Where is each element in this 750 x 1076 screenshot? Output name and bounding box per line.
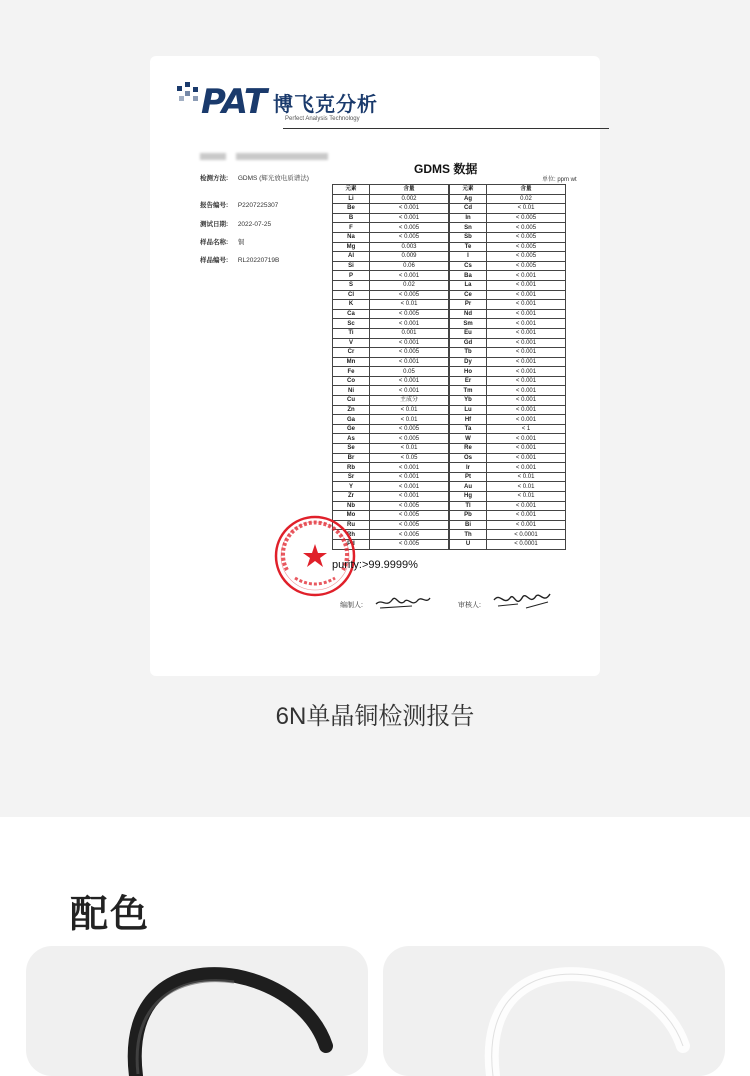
element-symbol: Fe xyxy=(333,367,370,377)
header-divider xyxy=(283,128,609,129)
element-content: < 0.01 xyxy=(370,405,449,415)
element-content: < 0.001 xyxy=(370,204,449,214)
table-row xyxy=(450,338,566,348)
element-symbol: K xyxy=(333,300,370,310)
method-value: GDMS (辉光放电质谱法) xyxy=(237,175,309,182)
table-row xyxy=(450,463,566,473)
element-symbol: Cs xyxy=(450,261,487,271)
element-symbol: Bi xyxy=(450,520,487,530)
element-symbol: Ce xyxy=(450,290,487,300)
element-content: < 0.001 xyxy=(487,367,566,377)
element-symbol: Dy xyxy=(450,357,487,367)
table-row xyxy=(450,252,566,262)
report-caption: 6N单晶铜检测报告 xyxy=(275,703,475,730)
element-symbol: Eu xyxy=(450,328,487,338)
element-content: < 0.001 xyxy=(370,492,449,502)
element-symbol: Ag xyxy=(450,194,487,204)
element-content: < 0.005 xyxy=(370,434,449,444)
element-symbol: W xyxy=(450,434,487,444)
table-row xyxy=(333,223,449,233)
date-label: 测试日期: xyxy=(200,221,229,228)
element-content: < 0.005 xyxy=(487,242,566,252)
sample-no-row xyxy=(200,255,279,264)
element-content: < 0.001 xyxy=(487,396,566,406)
report-no-value: P2207225307 xyxy=(237,202,279,209)
sample-name-label: 样品名称: xyxy=(200,239,229,246)
element-symbol: Nb xyxy=(333,501,370,511)
element-content: < 0.001 xyxy=(370,338,449,348)
table-row xyxy=(333,482,449,492)
element-content: < 0.0001 xyxy=(487,539,566,549)
element-content: < 0.005 xyxy=(370,520,449,530)
table-row xyxy=(333,434,449,444)
sample-name-row xyxy=(200,237,244,246)
element-symbol: As xyxy=(333,434,370,444)
element-column-header: 元素 xyxy=(450,185,487,195)
table-row xyxy=(333,252,449,262)
element-content: < 0.001 xyxy=(487,511,566,521)
element-content: < 0.001 xyxy=(487,319,566,329)
table-row xyxy=(450,444,566,454)
element-symbol: V xyxy=(333,338,370,348)
element-content: < 0.01 xyxy=(487,482,566,492)
element-content: < 0.005 xyxy=(370,232,449,242)
table-row xyxy=(450,309,566,319)
table-row xyxy=(450,328,566,338)
table-row xyxy=(450,300,566,310)
client-value-redacted xyxy=(236,153,328,160)
element-symbol: Ti xyxy=(333,328,370,338)
table-row xyxy=(333,367,449,377)
element-symbol: Cu xyxy=(333,396,370,406)
report-document xyxy=(150,56,600,676)
element-symbol: Sc xyxy=(333,319,370,329)
element-symbol: Cl xyxy=(333,290,370,300)
element-symbol: Os xyxy=(450,453,487,463)
table-row xyxy=(333,348,449,358)
table-row xyxy=(333,405,449,415)
element-symbol: Er xyxy=(450,376,487,386)
element-symbol: Si xyxy=(333,261,370,271)
element-content: < 0.001 xyxy=(487,338,566,348)
element-symbol: Ir xyxy=(450,463,487,473)
element-content: < 0.001 xyxy=(487,405,566,415)
element-content: < 0.001 xyxy=(487,453,566,463)
table-row xyxy=(450,511,566,521)
table-row xyxy=(333,463,449,473)
table-row xyxy=(450,539,566,549)
element-content: 0.02 xyxy=(487,194,566,204)
element-symbol: Sm xyxy=(450,319,487,329)
element-content: < 0.005 xyxy=(370,530,449,540)
element-content: < 0.001 xyxy=(487,434,566,444)
date-row xyxy=(200,219,271,228)
table-row xyxy=(450,472,566,482)
element-symbol: Pd xyxy=(333,539,370,549)
element-symbol: Cr xyxy=(333,348,370,358)
element-content: < 0.001 xyxy=(370,482,449,492)
element-symbol: I xyxy=(450,252,487,262)
element-content: < 0.005 xyxy=(370,348,449,358)
white-cable-image xyxy=(383,946,725,1076)
element-content: < 0.001 xyxy=(487,309,566,319)
table-row xyxy=(450,280,566,290)
element-content: < 0.01 xyxy=(487,472,566,482)
element-content: < 0.001 xyxy=(370,319,449,329)
purity-note: purity:>99.9999% xyxy=(332,559,418,571)
element-symbol: Rb xyxy=(333,463,370,473)
element-symbol: Te xyxy=(450,242,487,252)
table-row xyxy=(450,434,566,444)
element-content: < 0.005 xyxy=(487,252,566,262)
method-label: 检测方法: xyxy=(200,175,229,182)
table-row xyxy=(450,453,566,463)
compiler-label: 编制人: xyxy=(340,602,363,609)
element-content: < 0.01 xyxy=(370,444,449,454)
element-symbol: Sn xyxy=(450,223,487,233)
element-content: < 0.001 xyxy=(370,376,449,386)
element-content: < 0.01 xyxy=(487,492,566,502)
table-row xyxy=(450,290,566,300)
table-header-row xyxy=(333,185,449,195)
element-content: < 0.001 xyxy=(370,213,449,223)
element-content: < 0.005 xyxy=(370,223,449,233)
compiler-signature xyxy=(372,586,434,612)
table-row xyxy=(333,472,449,482)
element-symbol: Nd xyxy=(450,309,487,319)
table-row xyxy=(333,338,449,348)
element-symbol: Tm xyxy=(450,386,487,396)
element-symbol: Au xyxy=(450,482,487,492)
table-row xyxy=(450,424,566,434)
element-table-right xyxy=(449,184,566,550)
element-symbol: Mo xyxy=(333,511,370,521)
content-column-header: 含量 xyxy=(370,185,449,195)
table-row xyxy=(333,492,449,502)
element-content: < 0.05 xyxy=(370,453,449,463)
table-row xyxy=(333,300,449,310)
table-row xyxy=(450,223,566,233)
table-row xyxy=(333,232,449,242)
table-row xyxy=(450,271,566,281)
element-symbol: S xyxy=(333,280,370,290)
unit-label: 单位: ppm wt xyxy=(542,177,577,183)
table-row xyxy=(450,242,566,252)
element-symbol: Y xyxy=(333,482,370,492)
element-content: < 0.005 xyxy=(370,501,449,511)
element-symbol: La xyxy=(450,280,487,290)
table-row xyxy=(450,376,566,386)
element-content: < 0.005 xyxy=(487,213,566,223)
table-row xyxy=(333,271,449,281)
table-row xyxy=(333,501,449,511)
table-row xyxy=(450,319,566,329)
table-row xyxy=(333,357,449,367)
table-row xyxy=(450,261,566,271)
element-content: < 0.001 xyxy=(487,290,566,300)
element-symbol: U xyxy=(450,539,487,549)
element-symbol: Ta xyxy=(450,424,487,434)
element-content: < 0.005 xyxy=(487,232,566,242)
element-symbol: Ru xyxy=(333,520,370,530)
element-content: < 0.01 xyxy=(370,415,449,425)
table-row xyxy=(333,242,449,252)
table-row xyxy=(450,492,566,502)
element-content: < 0.001 xyxy=(487,415,566,425)
report-no-label: 报告编号: xyxy=(200,202,229,209)
color-section-title: 配色 xyxy=(70,894,151,936)
table-row xyxy=(450,204,566,214)
client-row xyxy=(200,153,328,160)
date-value: 2022-07-25 xyxy=(237,221,272,228)
element-symbol: B xyxy=(333,213,370,223)
element-content: < 0.005 xyxy=(370,539,449,549)
element-symbol: Be xyxy=(333,204,370,214)
table-row xyxy=(333,261,449,271)
logo-brand: PAT xyxy=(201,82,267,122)
pat-logo xyxy=(175,80,535,126)
element-symbol: Tl xyxy=(450,501,487,511)
element-content: < 0.001 xyxy=(487,271,566,281)
content-column-header: 含量 xyxy=(487,185,566,195)
element-symbol: Hf xyxy=(450,415,487,425)
element-symbol: Gd xyxy=(450,338,487,348)
element-symbol: Al xyxy=(333,252,370,262)
table-row xyxy=(450,232,566,242)
table-row xyxy=(450,405,566,415)
reviewer-label: 审核人: xyxy=(458,602,481,609)
element-symbol: Rh xyxy=(333,530,370,540)
table-row xyxy=(333,328,449,338)
element-content: 0.001 xyxy=(370,328,449,338)
element-content: < 0.001 xyxy=(487,300,566,310)
element-content: < 0.001 xyxy=(487,348,566,358)
sample-name-value: 铜 xyxy=(237,239,245,246)
table-row xyxy=(450,396,566,406)
table-row xyxy=(450,520,566,530)
element-content: < 0.005 xyxy=(487,261,566,271)
element-content: < 0.001 xyxy=(487,280,566,290)
element-content: < 0.001 xyxy=(487,501,566,511)
reviewer-signature xyxy=(492,586,554,612)
element-symbol: Ca xyxy=(333,309,370,319)
element-symbol: Pb xyxy=(450,511,487,521)
table-row xyxy=(333,453,449,463)
element-table-left xyxy=(332,184,449,550)
table-row xyxy=(450,482,566,492)
element-content: < 0.001 xyxy=(370,386,449,396)
element-symbol: In xyxy=(450,213,487,223)
table-row xyxy=(450,357,566,367)
table-row xyxy=(333,386,449,396)
element-symbol: Tb xyxy=(450,348,487,358)
report-no-row xyxy=(200,200,278,209)
table-row xyxy=(333,204,449,214)
element-content: < 0.001 xyxy=(487,386,566,396)
element-symbol: Ba xyxy=(450,271,487,281)
table-row xyxy=(333,396,449,406)
element-symbol: Li xyxy=(333,194,370,204)
element-symbol: F xyxy=(333,223,370,233)
element-content: 0.02 xyxy=(370,280,449,290)
table-row xyxy=(333,444,449,454)
element-symbol: Hg xyxy=(450,492,487,502)
element-content: < 0.01 xyxy=(370,300,449,310)
sample-no-value: RL20220719B xyxy=(237,257,280,264)
element-content: < 1 xyxy=(487,424,566,434)
element-content: < 0.001 xyxy=(487,444,566,454)
element-symbol: Pt xyxy=(450,472,487,482)
sample-no-label: 样品编号: xyxy=(200,257,229,264)
table-row xyxy=(450,386,566,396)
element-symbol: Zr xyxy=(333,492,370,502)
element-symbol: Mn xyxy=(333,357,370,367)
element-symbol: Ho xyxy=(450,367,487,377)
element-symbol: Se xyxy=(333,444,370,454)
element-content: < 0.0001 xyxy=(487,530,566,540)
table-row xyxy=(333,415,449,425)
element-symbol: Pr xyxy=(450,300,487,310)
element-content: 0.06 xyxy=(370,261,449,271)
element-symbol: Ni xyxy=(333,386,370,396)
table-row xyxy=(333,376,449,386)
color-option-white[interactable] xyxy=(383,946,725,1076)
element-content: 0.009 xyxy=(370,252,449,262)
color-option-black[interactable] xyxy=(26,946,368,1076)
table-row xyxy=(333,309,449,319)
element-content: 0.002 xyxy=(370,194,449,204)
table-row xyxy=(450,194,566,204)
table-row xyxy=(450,415,566,425)
table-row xyxy=(450,501,566,511)
element-content: < 0.005 xyxy=(370,424,449,434)
element-symbol: Yb xyxy=(450,396,487,406)
table-row xyxy=(333,424,449,434)
element-content: < 0.001 xyxy=(487,520,566,530)
element-content: < 0.005 xyxy=(370,290,449,300)
element-content: < 0.001 xyxy=(370,271,449,281)
table-row xyxy=(450,213,566,223)
element-symbol: Zn xyxy=(333,405,370,415)
element-content: < 0.005 xyxy=(370,511,449,521)
table-row xyxy=(450,530,566,540)
element-content: < 0.001 xyxy=(370,463,449,473)
element-symbol: Re xyxy=(450,444,487,454)
gdms-title: GDMS 数据 xyxy=(414,162,478,176)
element-content: < 0.005 xyxy=(487,223,566,233)
element-symbol: Ge xyxy=(333,424,370,434)
table-row xyxy=(333,280,449,290)
element-content: < 0.001 xyxy=(370,357,449,367)
element-symbol: Cd xyxy=(450,204,487,214)
table-row xyxy=(450,348,566,358)
table-row xyxy=(450,367,566,377)
table-row xyxy=(333,194,449,204)
method-row xyxy=(200,173,309,182)
element-symbol: Br xyxy=(333,453,370,463)
element-content: < 0.01 xyxy=(487,204,566,214)
official-seal-stamp xyxy=(273,514,357,598)
element-content: < 0.001 xyxy=(487,376,566,386)
logo-english-name: Perfect Analysis Technology xyxy=(285,116,360,122)
element-content: < 0.001 xyxy=(487,463,566,473)
element-content: < 0.005 xyxy=(370,309,449,319)
element-content: < 0.001 xyxy=(487,357,566,367)
element-symbol: Lu xyxy=(450,405,487,415)
logo-chinese-name: 博飞克分析 xyxy=(273,94,378,116)
element-symbol: Th xyxy=(450,530,487,540)
client-label-redacted xyxy=(200,153,226,160)
element-content: < 0.001 xyxy=(487,328,566,338)
element-symbol: Co xyxy=(333,376,370,386)
element-symbol: Ga xyxy=(333,415,370,425)
element-symbol: Sr xyxy=(333,472,370,482)
element-column-header: 元素 xyxy=(333,185,370,195)
element-symbol: P xyxy=(333,271,370,281)
black-cable-image xyxy=(26,946,368,1076)
table-header-row xyxy=(450,185,566,195)
table-row xyxy=(333,213,449,223)
table-row xyxy=(333,319,449,329)
element-content: < 0.001 xyxy=(370,472,449,482)
element-symbol: Mg xyxy=(333,242,370,252)
element-content: 主成分 xyxy=(370,396,449,406)
table-row xyxy=(333,290,449,300)
element-symbol: Na xyxy=(333,232,370,242)
element-content: 0.05 xyxy=(370,367,449,377)
element-symbol: Sb xyxy=(450,232,487,242)
element-content: 0.003 xyxy=(370,242,449,252)
